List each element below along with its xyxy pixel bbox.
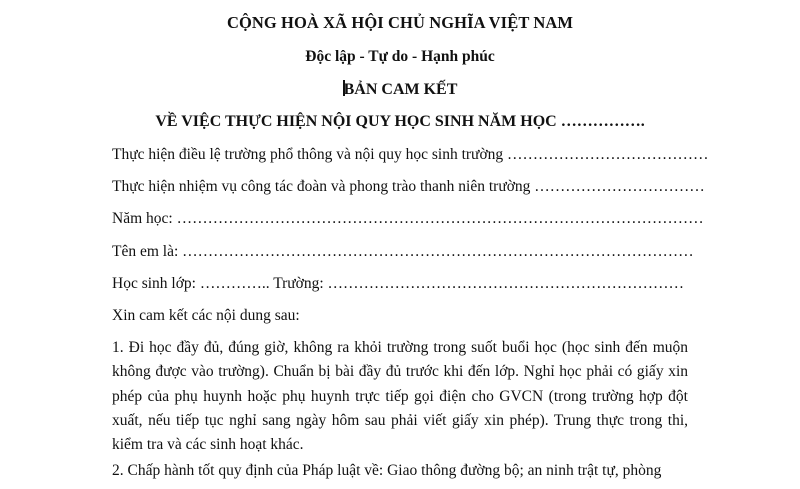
document-title — [0, 80, 800, 99]
field-school-rules: Thực hiện điều lệ trường phổ thông và nội quy học sinh trường ………………………………… — [112, 146, 709, 163]
field-youth-union: Thực hiện nhiệm vụ công tác đoàn và phong trào thanh niên trường …………………………… — [112, 178, 705, 195]
document-subtitle: VỀ VIỆC THỰC HIỆN NỘI QUY HỌC SINH NĂM HỌC ……………. — [155, 113, 645, 130]
field-school-year: Năm học: ………………………………………………………………………………………… — [112, 210, 704, 227]
commitment-intro: Xin cam kết các nội dung sau: — [112, 307, 300, 324]
commitment-item-1: 1. Đi học đầy đủ, đúng giờ, không ra khỏi trường trong suốt buổi học (học sinh đến muộn không được vào trường). Chuẩn bị bài đầy đủ trước khi đến lớp. Nghỉ học phải có giấy xin phép của phụ huynh hoặc phụ huynh trực tiếp gọi điện cho GVCN (trong trường hợp đột xuất, nếu tiếp tục nghỉ sang ngày hôm sau phải viết giấy xin phép). Trung thực trong thi, kiểm tra và các sinh hoạt khác. — [112, 339, 688, 454]
field-class-school: Học sinh lớp: ………….. Trường: …………………………………………………………… — [112, 275, 685, 292]
national-title: CỘNG HOÀ XÃ HỘI CHỦ NGHĨA VIỆT NAM — [226, 13, 574, 32]
commitment-item-2: 2. Chấp hành tốt quy định của Pháp luật về: Giao thông đường bộ; an ninh trật tự, phòng — [112, 462, 662, 479]
document-title-text: BẢN CAM KẾT — [343, 81, 458, 98]
motto: Độc lập - Tự do - Hạnh phúc — [305, 48, 495, 65]
field-student-name: Tên em là: ……………………………………………………………………………………… — [112, 243, 694, 260]
